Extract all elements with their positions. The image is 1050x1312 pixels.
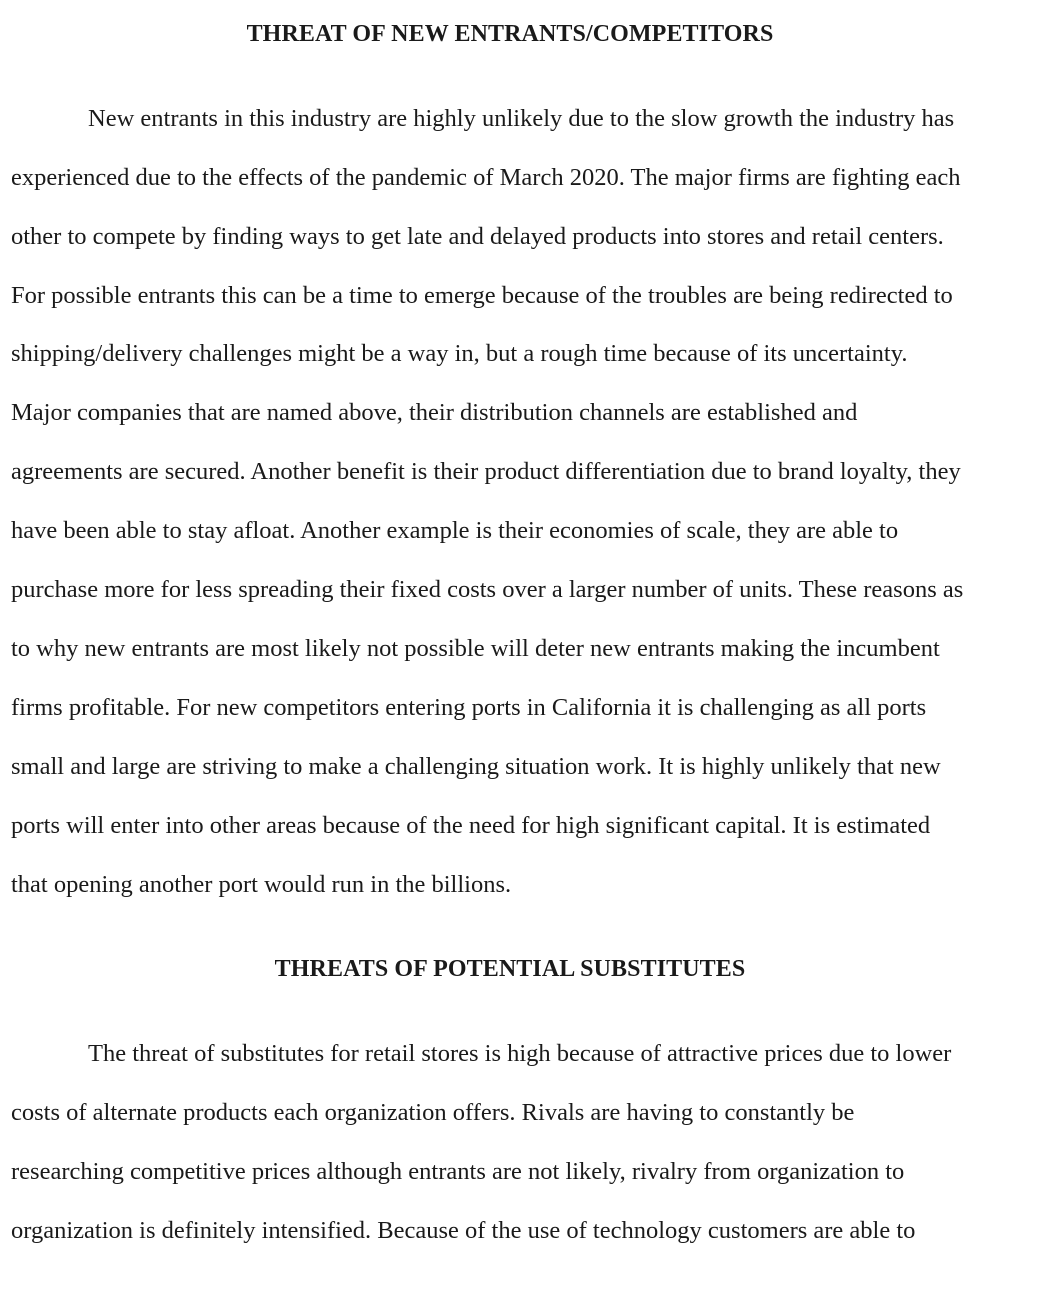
paragraph-line: shipping/delivery challenges might be a way in, but a rough time because of its uncertainty. [11, 340, 908, 367]
paragraph-line: have been able to stay afloat. Another example is their economies of scale, they are able to [11, 517, 899, 544]
paragraph-line: organization is definitely intensified. Because of the use of technology customers are able to [11, 1217, 916, 1244]
paragraph-line: researching competitive prices although entrants are not likely, rivalry from organization to [11, 1158, 905, 1185]
paragraph-line: experienced due to the effects of the pandemic of March 2020. The major firms are fighting each [11, 164, 961, 191]
paragraph-line: costs of alternate products each organization offers. Rivals are having to constantly be [11, 1099, 855, 1126]
paragraph-line: to why new entrants are most likely not possible will deter new entrants making the incumbent [11, 635, 940, 662]
paragraph-line: firms profitable. For new competitors entering ports in California it is challenging as all ports [11, 694, 927, 721]
paragraph-line: New entrants in this industry are highly unlikely due to the slow growth the industry has [88, 105, 955, 132]
paragraph-line: that opening another port would run in the billions. [11, 871, 512, 898]
paragraph-line: Major companies that are named above, their distribution channels are established and [11, 399, 858, 426]
paragraph-line: agreements are secured. Another benefit is their product differentiation due to brand loyalty, they [11, 458, 961, 485]
paragraph-line: ports will enter into other areas because of the need for high significant capital. It is estimated [11, 812, 931, 839]
section-heading-substitutes: THREATS OF POTENTIAL SUBSTITUTES [274, 956, 746, 982]
paragraph-line: purchase more for less spreading their fixed costs over a larger number of units. These reasons as [11, 576, 964, 603]
paragraph-line: other to compete by finding ways to get late and delayed products into stores and retail centers. [11, 223, 944, 250]
paragraph-line: small and large are striving to make a challenging situation work. It is highly unlikely that new [11, 753, 941, 780]
paragraph-line: The threat of substitutes for retail stores is high because of attractive prices due to lower [88, 1040, 952, 1067]
paragraph-line: For possible entrants this can be a time to emerge because of the troubles are being redirected to [11, 282, 953, 309]
section-heading-new-entrants: THREAT OF NEW ENTRANTS/COMPETITORS [246, 21, 774, 47]
